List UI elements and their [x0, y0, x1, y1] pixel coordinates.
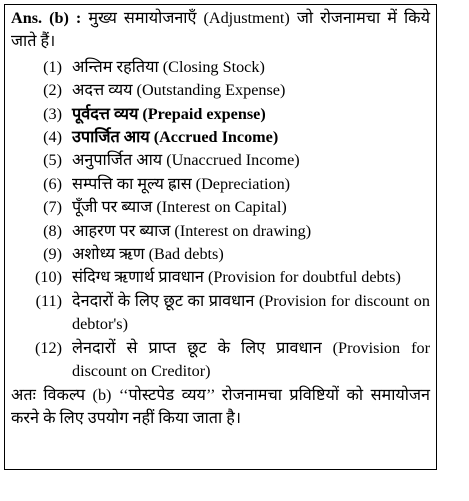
list-item-text: देनदारों के लिए छूट का प्रावधान (Provision for discount on debtor's)	[72, 291, 430, 334]
list-item-number: (11)	[35, 291, 62, 310]
list-item-number: (6)	[43, 174, 62, 193]
answer-box	[4, 4, 437, 470]
list-item-number: (4)	[43, 128, 62, 147]
list-item-text: आहरण पर ब्याज (Interest on drawing)	[72, 221, 312, 240]
list-item-text: संदिग्ध ऋणार्थ प्रावधान (Provision for doubtful debts)	[72, 268, 401, 287]
list-item	[11, 290, 430, 337]
list-item-text: सम्पत्ति का मूल्य ह्रास (Depreciation)	[72, 174, 291, 193]
list-item-number: (9)	[43, 245, 62, 264]
list-item-number: (10)	[35, 268, 62, 287]
list-item-number: (5)	[43, 151, 62, 170]
list-item	[11, 196, 430, 219]
answer-intro	[11, 7, 430, 54]
list-item-text: पूर्वदत्त व्यय (Prepaid expense)	[72, 104, 266, 123]
list-item	[11, 337, 430, 384]
list-item-text: अदत्त व्यय (Outstanding Expense)	[72, 81, 286, 100]
list-item	[11, 173, 430, 196]
list-item-number: (7)	[43, 198, 62, 217]
list-item	[11, 243, 430, 266]
list-item-number: (8)	[43, 221, 62, 240]
list-item-number: (2)	[43, 81, 62, 100]
list-item-text: अनुपार्जित आय (Unaccrued Income)	[72, 151, 300, 170]
list-item	[11, 79, 430, 102]
list-item-text: लेनदारों से प्राप्त छूट के लिए प्रावधान (Provision for discount on Creditor)	[72, 338, 430, 381]
adjustment-list	[11, 56, 430, 384]
list-item	[11, 103, 430, 126]
answer-intro-text: मुख्य समायोजनाएँ (Adjustment) जो रोजनामचा में किये जाते हैं।	[11, 9, 431, 51]
list-item-number: (1)	[43, 57, 62, 76]
list-item	[11, 56, 430, 79]
answer-label: Ans. (b) :	[11, 9, 82, 27]
list-item	[11, 149, 430, 172]
list-item-text: अन्तिम रहतिया (Closing Stock)	[72, 57, 265, 76]
list-item	[11, 266, 430, 289]
list-item	[11, 220, 430, 243]
list-item-text: अशोध्य ऋण (Bad debts)	[72, 245, 224, 264]
list-item	[11, 126, 430, 149]
answer-conclusion: अतः विकल्प (b) ‘‘पोस्टपेड व्यय’’ रोजनामचा प्रविष्टियों को समायोजन करने के लिए उपयोग नहीं किया जाता है।	[11, 385, 430, 427]
list-item-text: उपार्जित आय (Accrued Income)	[72, 128, 279, 147]
list-item-text: पूँजी पर ब्याज (Interest on Capital)	[72, 198, 287, 217]
list-item-number: (12)	[35, 338, 62, 357]
list-item-number: (3)	[43, 104, 62, 123]
